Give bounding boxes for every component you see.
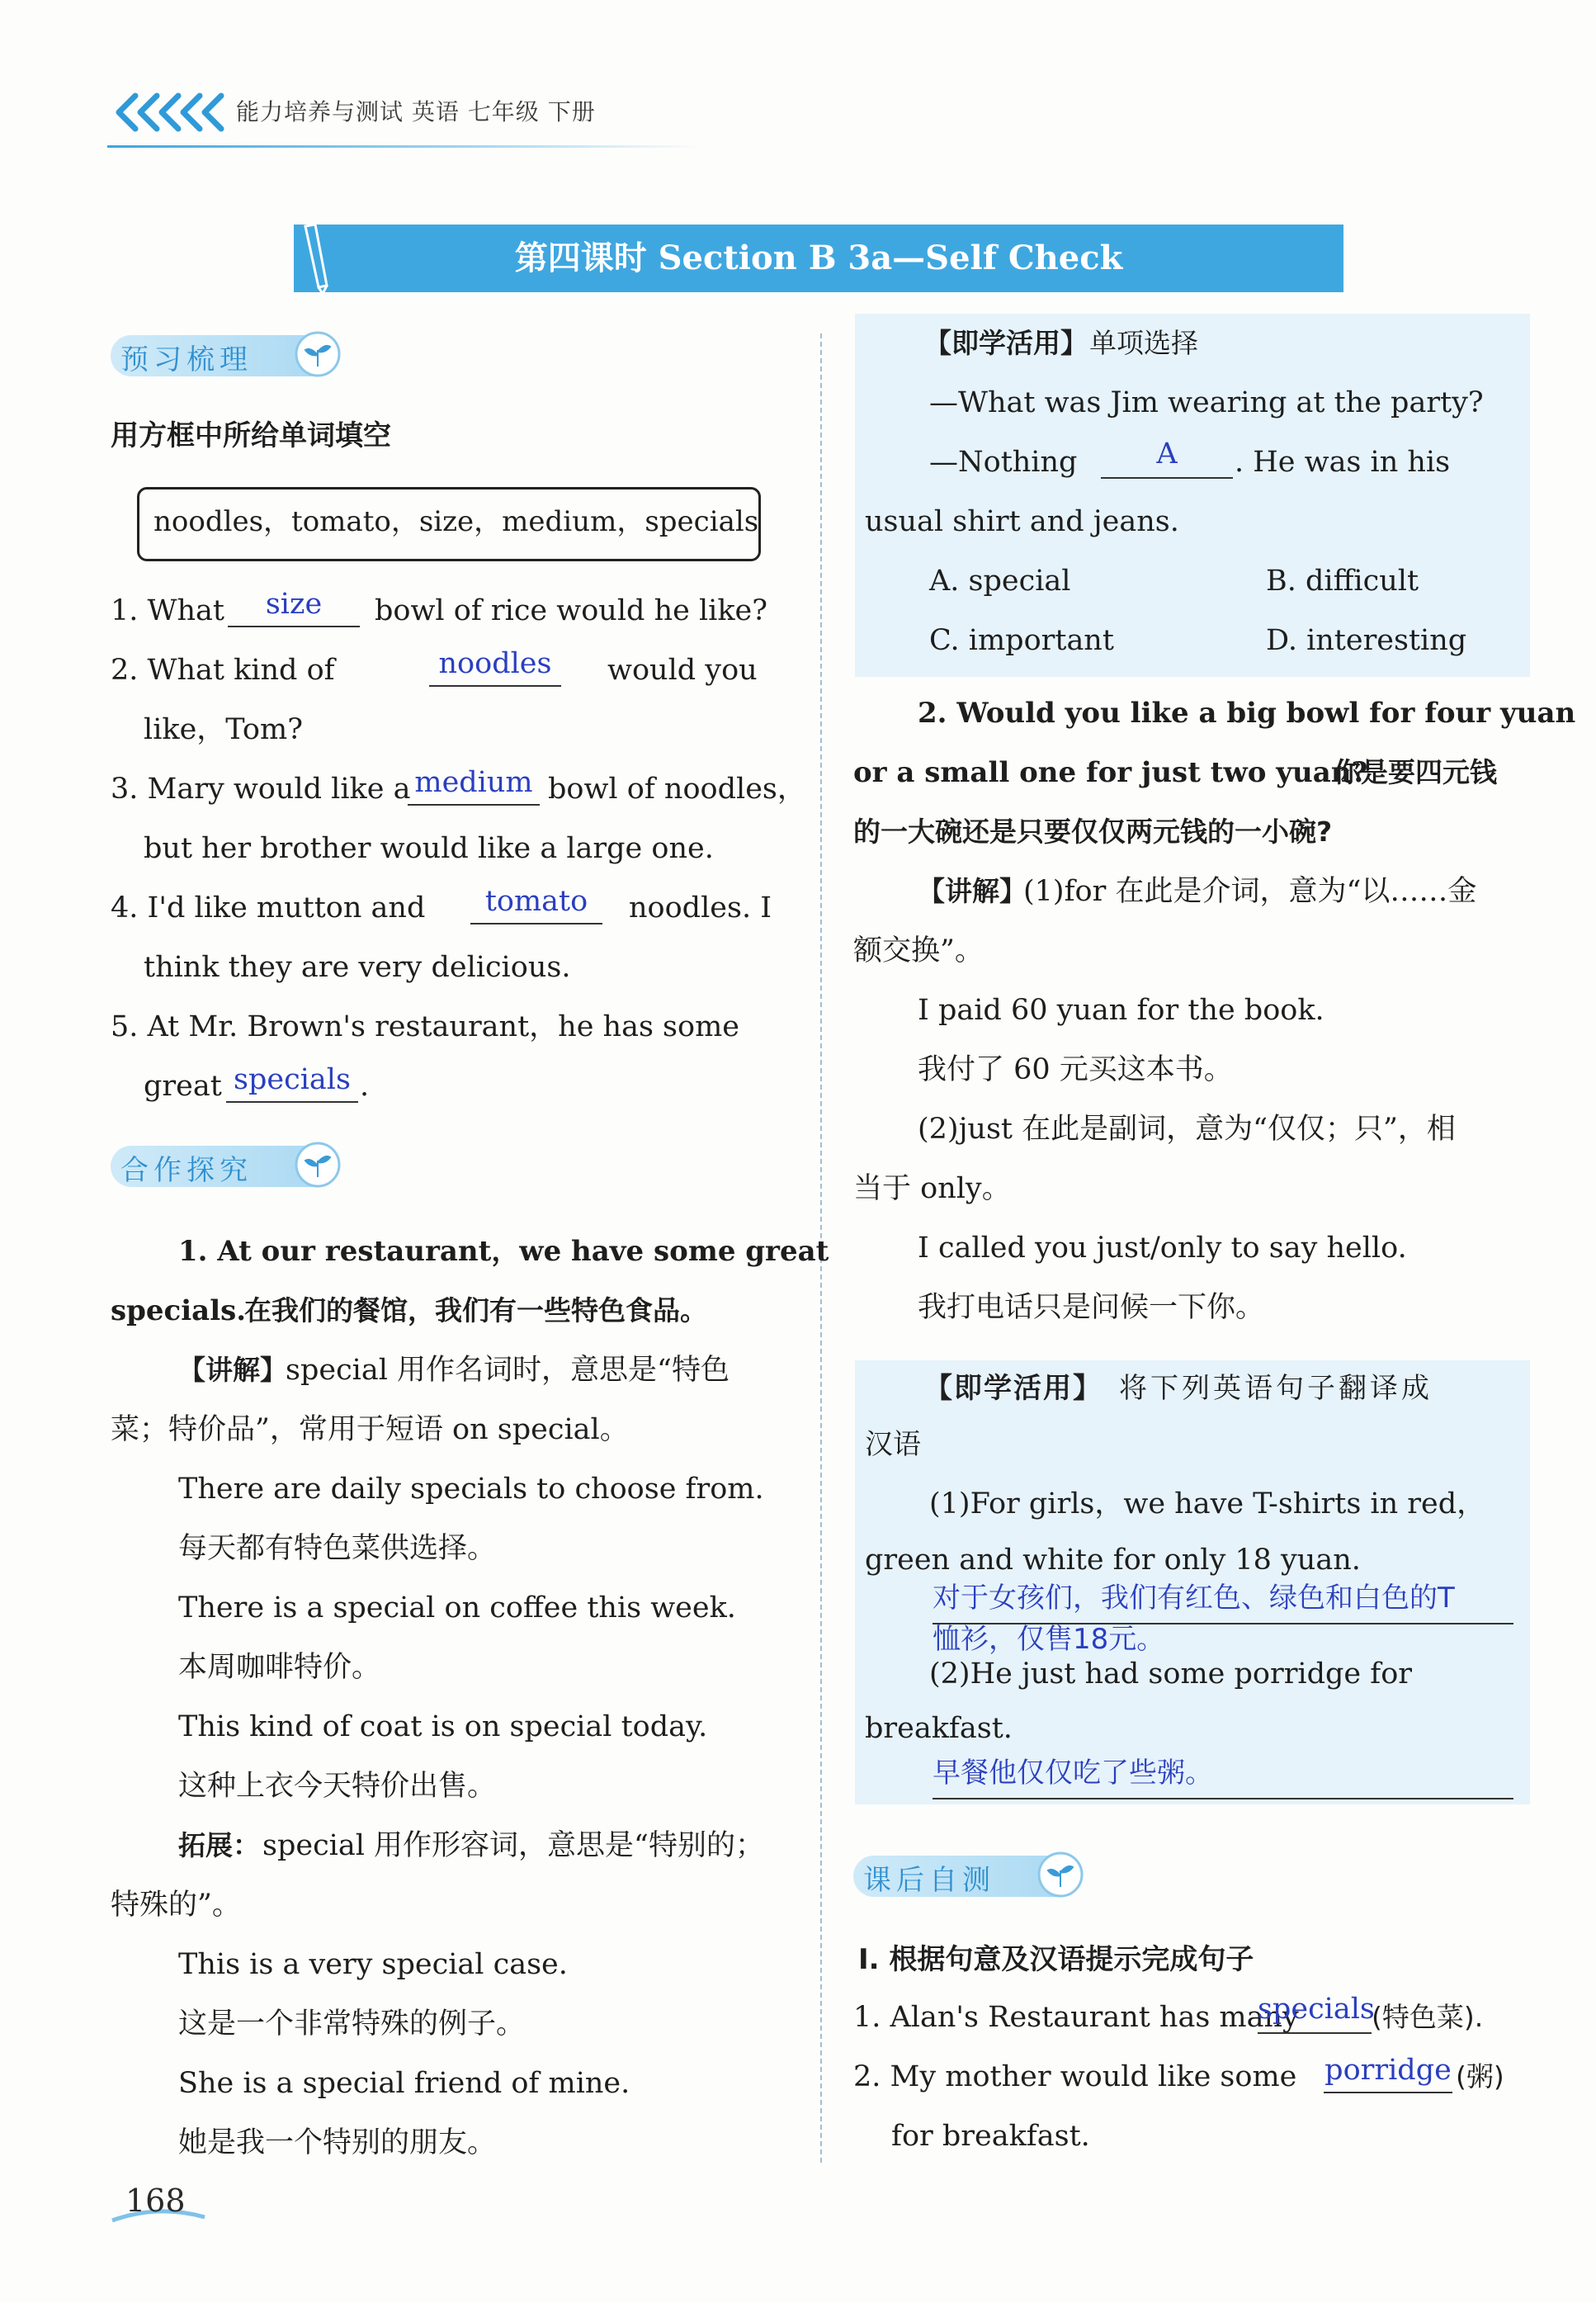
- practice1-q2-post: . He was in his: [1235, 446, 1451, 479]
- selftest-item-2-post: (粥): [1456, 2060, 1504, 2093]
- practice2-s1: (1)For girls，we have T-shirts in red，: [929, 1487, 1486, 1520]
- header-rule: [107, 145, 701, 148]
- selftest-section: Ⅰ. 根据句意及汉语提示完成句子: [858, 1943, 1254, 1976]
- point2-explain-3: (2)just 在此是副词，意为“仅仅；只”，相: [918, 1113, 1456, 1146]
- lesson-title: 第四课时 Section B 3a—Self Check: [514, 239, 1123, 277]
- blank-line: [228, 626, 360, 627]
- preview-item-3-post: bowl of noodles，: [548, 773, 806, 806]
- answer-specials: specials: [1258, 1993, 1375, 2026]
- tag-preview: [111, 329, 340, 381]
- option-c: C. important: [929, 624, 1114, 657]
- example-cn: 本周咖啡特价。: [178, 1651, 381, 1684]
- example-en: This kind of coat is on special today.: [178, 1710, 708, 1743]
- point2-example-en: I called you just/only to say hello.: [918, 1232, 1407, 1265]
- blank-line: [933, 1798, 1513, 1799]
- answer-specials: specials: [234, 1063, 351, 1096]
- word-box-text: noodles，tomato，size，medium，specials: [153, 505, 759, 538]
- example-cn: 每天都有特色菜供选择。: [178, 1532, 497, 1565]
- selftest-item-1-post: (特色菜).: [1372, 2001, 1484, 2033]
- answer-translation-1b: 恤衫，仅售18元。: [933, 1623, 1165, 1656]
- blank-line: [1101, 477, 1233, 479]
- preview-item-4-cont: think they are very delicious.: [144, 951, 571, 984]
- answer-translation-2: 早餐他仅仅吃了些粥。: [933, 1757, 1213, 1790]
- blank-line: [408, 804, 540, 806]
- preview-item-3-pre: 3. Mary would like a: [111, 773, 411, 806]
- point2-example-cn: 我打电话只是问候一下你。: [918, 1291, 1265, 1324]
- selftest-item-2-pre: 2. My mother would like some: [853, 2060, 1297, 2093]
- preview-item-1-post: bowl of rice would he like?: [375, 594, 768, 627]
- option-b: B. difficult: [1266, 565, 1419, 598]
- point2-line1: 2. Would you like a big bowl for four yuan: [918, 697, 1576, 730]
- practice2-label-tail2: 汉语: [865, 1428, 921, 1461]
- practice1-q1: —What was Jim wearing at the party?: [929, 386, 1484, 419]
- practice2-s2b: breakfast.: [865, 1712, 1013, 1745]
- answer-noodles: noodles: [438, 647, 552, 680]
- tag-selftest: [853, 1849, 1083, 1902]
- preview-instruction: 用方框中所给单词填空: [111, 419, 391, 452]
- point2-example-en: I paid 60 yuan for the book.: [918, 994, 1324, 1027]
- point2-explain-label: 【讲解】: [918, 875, 1027, 907]
- option-a: A. special: [929, 565, 1071, 598]
- answer-porridge: porridge: [1324, 2054, 1452, 2087]
- point1-en2: specials.: [111, 1294, 247, 1327]
- practice2-s2: (2)He just had some porridge for: [929, 1657, 1413, 1691]
- answer-tomato: tomato: [484, 885, 588, 918]
- example-cn: 她是我一个特别的朋友。: [178, 2126, 497, 2159]
- seedling-icon: [294, 1141, 342, 1189]
- preview-item-4-post: noodles. I: [629, 891, 772, 925]
- blank-line: [1324, 2092, 1452, 2093]
- example-en: This is a very special case.: [178, 1948, 568, 1981]
- extend-text-1: special 用作形容词，意思是“特别的；: [262, 1829, 764, 1862]
- point2-explain-1: (1)for 在此是介词，意为“以……金: [1023, 875, 1477, 908]
- preview-item-5-cont: great: [144, 1070, 222, 1103]
- blank-line: [1258, 2032, 1372, 2034]
- explain-label: 【讲解】: [178, 1354, 287, 1386]
- practice1-label: 【即学活用】: [924, 327, 1088, 359]
- example-cn: 这是一个非常特殊的例子。: [178, 2007, 526, 2041]
- chevrons-icon: [107, 86, 231, 135]
- point2-line3-cn: 的一大碗还是只要仅仅两元钱的一小碗?: [853, 816, 1333, 848]
- header-title: 能力培养与测试 英语 七年级 下册: [236, 98, 596, 125]
- practice1-label-tail: 单项选择: [1089, 327, 1198, 359]
- blank-line: [470, 923, 602, 925]
- extend-text-2: 特殊的”。: [111, 1889, 241, 1922]
- preview-item-5-post: .: [360, 1070, 370, 1103]
- selftest-item-1-pre: 1. Alan's Restaurant has many: [853, 2001, 1299, 2034]
- example-en: She is a special friend of mine.: [178, 2067, 630, 2100]
- extend-label: 拓展：: [178, 1829, 260, 1861]
- point2-line2: or a small one for just two yuan?: [853, 756, 1368, 789]
- tag-explore: [111, 1139, 340, 1192]
- point2-line2-cn: 你是要四元钱: [1334, 756, 1497, 788]
- blank-line: [429, 685, 561, 687]
- tag-label: 合作探究: [120, 1154, 253, 1187]
- preview-item-2-cont: like，Tom?: [144, 713, 303, 746]
- tag-label: 课后自测: [863, 1864, 995, 1897]
- practice1-q3: usual shirt and jeans.: [865, 505, 1179, 538]
- practice2-label-tail: 将下列英语句子翻译成: [1119, 1372, 1433, 1405]
- explain-text-1: special 用作名词时，意思是“特色: [286, 1354, 730, 1387]
- option-d: D. interesting: [1266, 624, 1467, 657]
- answer-translation-1a: 对于女孩们，我们有红色、绿色和白色的T: [933, 1582, 1455, 1615]
- answer-A: A: [1156, 437, 1178, 471]
- answer-size: size: [265, 588, 323, 621]
- answer-medium: medium: [414, 766, 533, 799]
- point2-example-cn: 我付了 60 元买这本书。: [918, 1053, 1233, 1086]
- selftest-item-2-cont: for breakfast.: [891, 2120, 1090, 2153]
- preview-item-4-pre: 4. I'd like mutton and: [111, 891, 426, 925]
- preview-item-1-pre: 1. What: [111, 594, 224, 627]
- blank-line: [226, 1101, 358, 1103]
- explain-text-2: 菜；特价品”，常用于短语 on special。: [111, 1413, 629, 1446]
- page-header: [107, 86, 751, 135]
- point1-cn: 在我们的餐馆，我们有一些特色食品。: [244, 1294, 707, 1326]
- practice2-s1b: green and white for only 18 yuan.: [865, 1544, 1361, 1577]
- seedling-icon: [1036, 1851, 1084, 1899]
- preview-item-5-pre: 5. At Mr. Brown's restaurant，he has some: [111, 1010, 739, 1043]
- preview-item-2-post: would you: [607, 654, 758, 687]
- example-cn: 这种上衣今天特价出售。: [178, 1770, 497, 1803]
- practice1-q2-pre: —Nothing: [929, 446, 1078, 479]
- point1-en: 1. At our restaurant，we have some great: [178, 1235, 829, 1268]
- point2-explain-2: 额交换”。: [853, 934, 984, 967]
- practice2-label: 【即学活用】: [924, 1372, 1103, 1405]
- page-number: 168: [125, 2182, 186, 2219]
- tag-label: 预习梳理: [120, 343, 253, 376]
- point2-explain-4: 当于 only。: [853, 1172, 1011, 1205]
- seedling-icon: [294, 330, 342, 378]
- preview-item-2-pre: 2. What kind of: [111, 654, 335, 687]
- preview-item-3-cont: but her brother would like a large one.: [144, 832, 714, 865]
- example-en: There is a special on coffee this week.: [178, 1591, 736, 1624]
- example-en: There are daily specials to choose from.: [178, 1473, 764, 1506]
